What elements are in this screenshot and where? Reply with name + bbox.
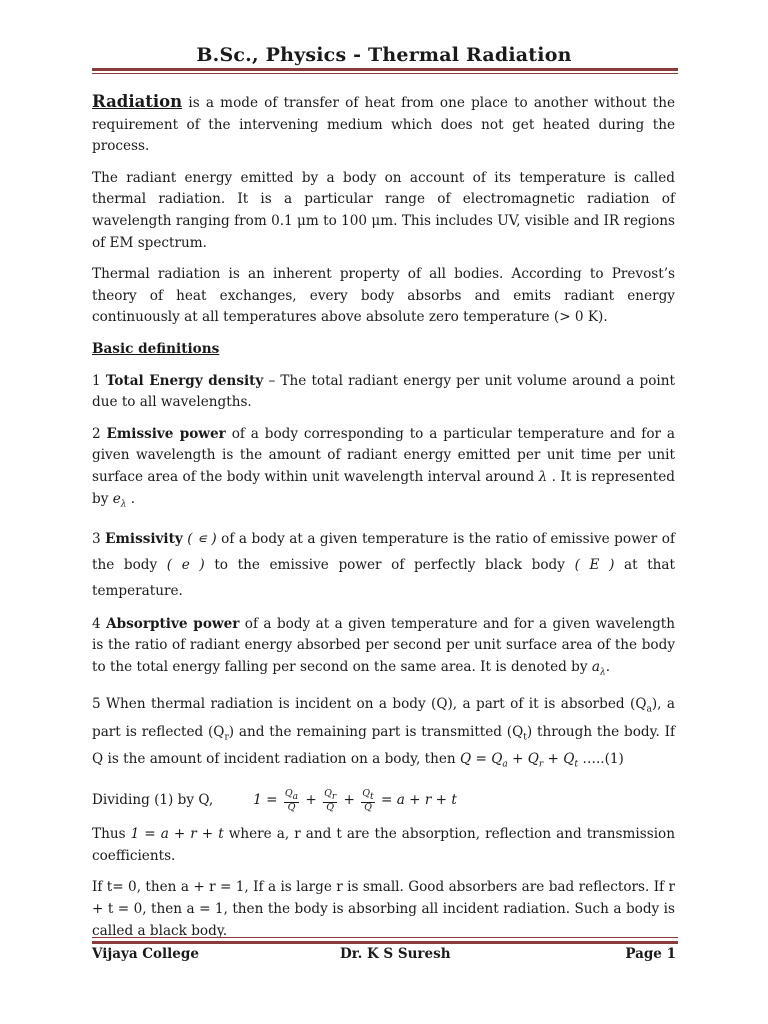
footer-rule bbox=[92, 941, 678, 944]
definition-5: 5 When thermal radiation is incident on a body (Q), a part of it is absorbed $(Q_a)$, a part is reflected $(Q_r)$ and the remaining part is transmitted $(Q_t)$ through the body. If Q is the amount of incident radiation on a body, then $Q = Q_a + Q_r + Q_t$ …..(1) bbox=[92, 696, 675, 770]
document-body bbox=[92, 91, 675, 952]
footer-college: Vijaya College bbox=[92, 946, 199, 962]
paragraph-thermal-radiation: The radiant energy emitted by a body on account of its temperature is called thermal radiation. It is a particular range of electromagnetic radiation of wavelength ranging from 0.1 μm to 100 μm. This includes UV, visible and IR regions of EM spectrum. bbox=[92, 169, 675, 251]
fraction-qa: $\frac{Q_a}{Q}$ bbox=[284, 787, 299, 813]
footer-rule-thin bbox=[92, 937, 678, 938]
paragraph-thus: Thus 1 = a + r + t where a, r and t are the absorption, reflection and transmission coefficients. bbox=[92, 826, 675, 864]
footer-author: Dr. K S Suresh bbox=[340, 946, 451, 962]
header-rule-thin bbox=[92, 73, 678, 74]
definition-1: 1 Total Energy density – The total radiant energy per unit volume around a point due to all wavelengths. bbox=[92, 372, 675, 411]
paragraph-radiation: Radiation is a mode of transfer of heat from one place to another without the requirement of the intervening medium which does not get heated during the process. bbox=[92, 92, 675, 155]
section-heading: Basic definitions bbox=[92, 340, 220, 357]
radiation-term: Radiation bbox=[92, 92, 183, 111]
paragraph-black-body: If t= 0, then a + r = 1, If a is large r is small. Good absorbers are bad reflectors. If r + t = 0, then a = 1, then the body is absorbing all incident radiation. Such a body is called a black body. bbox=[92, 879, 675, 939]
footer-page-number: Page 1 bbox=[625, 946, 676, 962]
paragraph-prevost: Thermal radiation is an inherent property of all bodies. According to Prevost’s theory of heat exchanges, every body absorbs and emits radiant energy continuously at all temperatures above absolute zero temperature (> 0 K). bbox=[92, 266, 675, 326]
header-rule bbox=[92, 68, 678, 71]
definition-2: 2 Emissive power of a body corresponding to a particular temperature and for a given wavelength is the amount of radiant energy emitted per unit time per unit surface area of the body within unit wavelength interval around λ . It is represented by $e_\lambda$ . bbox=[92, 425, 676, 510]
dividing-equation: Dividing (1) by Q, 1 = $\frac{Q_a}{Q}$ + $\frac{Q_r}{Q}$ + $\frac{Q_t}{Q}$ = a + r + t bbox=[92, 787, 457, 813]
definition-4: 4 Absorptive power of a body at a given temperature and for a given wavelength is the ratio of radiant energy absorbed per second per unit surface area of the body to the total energy falling per second on the same area. It is denoted by $a_\lambda$. bbox=[92, 615, 675, 678]
page-title: B.Sc., Physics - Thermal Radiation bbox=[196, 44, 572, 66]
fraction-qr: $\frac{Q_r}{Q}$ bbox=[324, 787, 337, 813]
fraction-qt: $\frac{Q_t}{Q}$ bbox=[362, 787, 374, 813]
definition-3: 3 Emissivity ( ∊ ) of a body at a given temperature is the ratio of emissive power of the body ( e ) to the emissive power of perfectly black body ( E ) at that temperature. bbox=[92, 530, 675, 599]
